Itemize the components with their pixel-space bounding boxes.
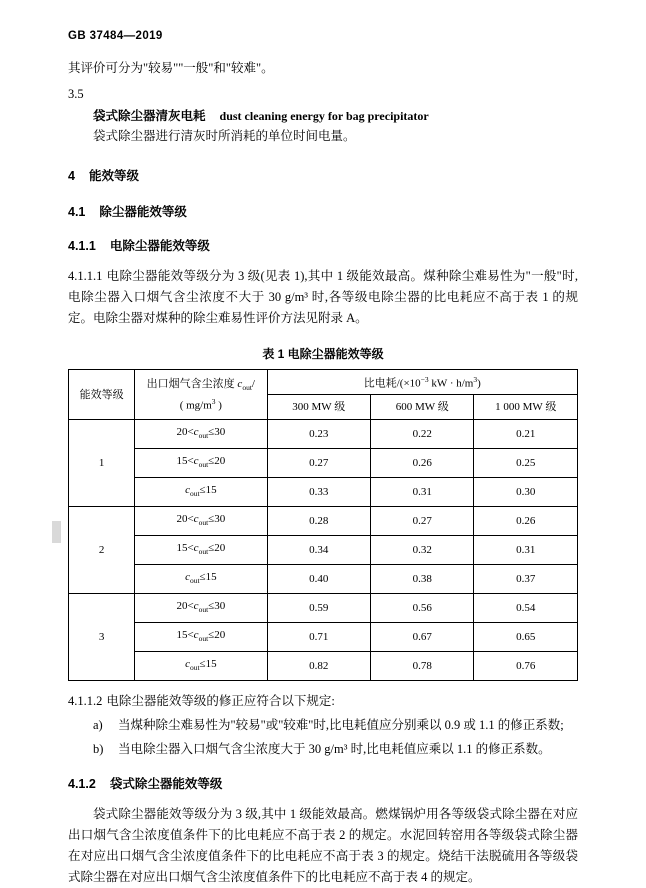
value-300mw: 0.34 xyxy=(267,536,370,565)
value-600mw: 0.78 xyxy=(370,652,473,681)
value-600mw: 0.56 xyxy=(370,594,473,623)
value-1000mw: 0.21 xyxy=(474,420,578,449)
value-1000mw: 0.26 xyxy=(474,507,578,536)
value-300mw: 0.27 xyxy=(267,449,370,478)
paragraph-4-1-1-2 xyxy=(68,691,578,712)
value-600mw: 0.27 xyxy=(370,507,473,536)
table-row xyxy=(69,478,578,507)
list-item-text: 当煤种除尘难易性为"较易"或"较难"时,比电耗值应分别乘以 0.9 或 1.1 的修正系数; xyxy=(118,718,564,732)
efficiency-grade-table xyxy=(68,369,578,681)
section-heading-4-1-1 xyxy=(68,236,578,256)
value-300mw: 0.23 xyxy=(267,420,370,449)
value-300mw: 0.33 xyxy=(267,478,370,507)
evaluation-sentence: 其评价可分为"较易""一般"和"较难"。 xyxy=(68,61,274,75)
header-outlet-concentration: 出口烟气含尘浓度 $c_{out}/$ ( $mg/m^3$ ) xyxy=(135,370,267,420)
section-heading-4-1-2 xyxy=(68,774,578,794)
concentration-cell: $c_{out}\le 15$ xyxy=(135,652,267,681)
section-title-4: 能效等级 xyxy=(88,169,139,183)
value-300mw: 0.28 xyxy=(267,507,370,536)
header-grade: 能效等级 xyxy=(69,370,135,420)
term-chinese: 袋式除尘器清灰电耗 xyxy=(93,109,206,123)
paragraph-4-1-2: 袋式除尘器能效等级分为 3 级,其中 1 级能效最高。燃煤锅炉用各等级袋式除尘器在对应出口烟气含尘浓度值条件下的比电耗应不高于表 2 的规定。水泥回转窑用各等级袋式除尘器在对应出口烟气含尘浓度值条件下的比电耗应不高于表 3 的规定。烧结干法脱硫用各等级袋式除尘器在对应出口烟气含尘浓度值条件下的比电耗应不高于表 4 的规定。 xyxy=(68,807,578,884)
value-600mw: 0.22 xyxy=(370,420,473,449)
section-title-4-1-2: 袋式除尘器能效等级 xyxy=(109,777,223,791)
table-row xyxy=(69,623,578,652)
section-number-4-1-1: 4.1.1 xyxy=(68,239,96,253)
value-1000mw: 0.37 xyxy=(474,565,578,594)
list-item-text: 当电除尘器入口烟气含尘浓度大于 30 g/m³ 时,比电耗值应乘以 1.1 的修正系数。 xyxy=(118,742,551,756)
value-300mw: 0.71 xyxy=(267,623,370,652)
value-300mw: 0.59 xyxy=(267,594,370,623)
value-600mw: 0.38 xyxy=(370,565,473,594)
list-item xyxy=(68,739,578,760)
value-300mw: 0.82 xyxy=(267,652,370,681)
page-header-standard-number: GB 37484—2019 xyxy=(68,30,163,42)
concentration-cell: $c_{out}\le 15$ xyxy=(135,565,267,594)
value-600mw: 0.32 xyxy=(370,536,473,565)
concentration-cell: $15<c_{out}\le 20$ xyxy=(135,536,267,565)
concentration-cell: $20<c_{out}\le 30$ xyxy=(135,507,267,536)
header-300mw: 300 MW 级 xyxy=(267,395,370,420)
table-row xyxy=(69,449,578,478)
concentration-cell: $20<c_{out}\le 30$ xyxy=(135,594,267,623)
concentration-cell: $15<c_{out}\le 20$ xyxy=(135,449,267,478)
term-english: dust cleaning energy for bag precipitator xyxy=(219,109,429,123)
concentration-cell: $15<c_{out}\le 20$ xyxy=(135,623,267,652)
value-1000mw: 0.54 xyxy=(474,594,578,623)
margin-change-bar xyxy=(52,521,61,543)
value-300mw: 0.40 xyxy=(267,565,370,594)
value-600mw: 0.31 xyxy=(370,478,473,507)
table-row xyxy=(69,420,578,449)
paragraph-text-4-1-1-1: 电除尘器能效等级分为 3 级(见表 1),其中 1 级能效最高。煤种除尘难易性为"一般"时,电除尘器入口烟气含尘浓度不大于 30 g/m³ 时,各等级电除尘器的比电耗应不高于表 1 的规定。电除尘器对煤种的除尘难易性评价方法见附录 A。 xyxy=(68,269,578,325)
section-heading-4 xyxy=(68,166,578,186)
table-header-row-1 xyxy=(69,370,578,395)
term-entry xyxy=(68,106,578,126)
header-600mw: 600 MW 级 xyxy=(370,395,473,420)
clause-number-3-5: 3.5 xyxy=(68,87,84,101)
list-marker: a) xyxy=(93,718,103,732)
section-number-4-1-2: 4.1.2 xyxy=(68,777,96,791)
list-item xyxy=(68,715,578,736)
value-1000mw: 0.76 xyxy=(474,652,578,681)
section-title-4-1-1: 电除尘器能效等级 xyxy=(109,239,210,253)
header-1000mw: 1 000 MW 级 xyxy=(474,395,578,420)
term-definition: 袋式除尘器进行清灰时所消耗的单位时间电量。 xyxy=(93,129,356,143)
section-title-4-1: 除尘器能效等级 xyxy=(99,205,187,219)
table-row xyxy=(69,652,578,681)
paragraph-label-4-1-1-1: 4.1.1.1 xyxy=(68,269,103,283)
list-marker: b) xyxy=(93,742,104,756)
grade-cell: 1 xyxy=(69,420,135,507)
value-1000mw: 0.31 xyxy=(474,536,578,565)
grade-cell: 3 xyxy=(69,594,135,681)
page-content xyxy=(68,58,578,888)
section-heading-4-1 xyxy=(68,202,578,222)
value-1000mw: 0.25 xyxy=(474,449,578,478)
value-600mw: 0.67 xyxy=(370,623,473,652)
concentration-cell: $20<c_{out}\le 30$ xyxy=(135,420,267,449)
paragraph-text-4-1-1-2: 电除尘器能效等级的修正应符合以下规定: xyxy=(106,694,335,708)
paragraph-4-1-1-1 xyxy=(68,266,578,329)
grade-cell: 2 xyxy=(69,507,135,594)
paragraph-label-4-1-1-2: 4.1.1.2 xyxy=(68,694,103,708)
concentration-cell: $c_{out}\le 15$ xyxy=(135,478,267,507)
section-number-4: 4 xyxy=(68,169,75,183)
table-caption: 表 1 电除尘器能效等级 xyxy=(262,347,384,361)
table-row xyxy=(69,507,578,536)
header-specific-power: 比电耗$/(\times 10^{-3}$ kW · $h/m^3$) xyxy=(267,370,578,395)
table-row xyxy=(69,565,578,594)
section-number-4-1: 4.1 xyxy=(68,205,86,219)
value-1000mw: 0.30 xyxy=(474,478,578,507)
value-600mw: 0.26 xyxy=(370,449,473,478)
value-1000mw: 0.65 xyxy=(474,623,578,652)
table-row xyxy=(69,536,578,565)
table-row xyxy=(69,594,578,623)
